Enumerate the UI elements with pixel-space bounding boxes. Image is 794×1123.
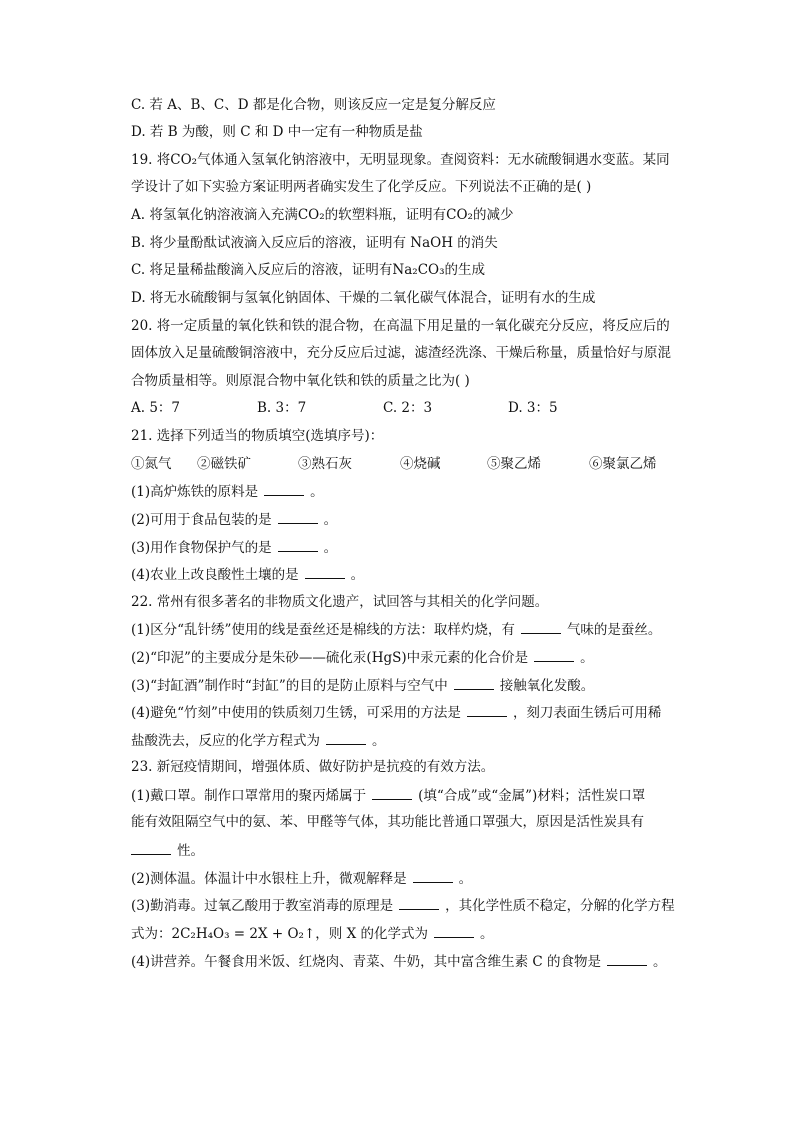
- answer-blank: [607, 951, 647, 966]
- q19-stem-line2: 学设计了如下实验方案证明两者确实发生了化学反应。下列说法不正确的是( ): [131, 179, 592, 195]
- q23-stem: 23. 新冠疫情期间，增强体质、做好防护是抗疫的有效方法。: [131, 759, 495, 775]
- answer-blank: [264, 481, 304, 496]
- q21-sub3: (3)用作食物保护气的是 。: [131, 537, 337, 558]
- q18-option-d: D. 若 B 为酸，则 C 和 D 中一定有一种物质是盐: [131, 124, 423, 140]
- q20-option-a: A. 5：7: [131, 400, 181, 416]
- q20-option-c: C. 2：3: [383, 400, 433, 416]
- q20-stem-line1: 20. 将一定质量的氧化铁和铁的混合物，在高温下用足量的一氧化碳充分反应，将反应后的: [131, 318, 670, 334]
- q23-sub1: (1)戴口罩。制作口罩常用的聚丙烯属于 (填“合成”或“金属”)材料；活性炭口罩: [131, 785, 645, 806]
- q23-sub4: (4)讲营养。午餐食用米饭、红烧肉、青菜、牛奶，其中富含维生素 C 的食物是 。: [131, 951, 667, 972]
- q22-sub2: (2)“印泥”的主要成分是朱砂——硫化汞(HgS)中汞元素的化合价是 。: [131, 647, 594, 668]
- q18-option-c: C. 若 A、B、C、D 都是化合物，则该反应一定是复分解反应: [131, 97, 496, 113]
- answer-blank: [372, 785, 412, 800]
- q23-sub1-cont: 能有效阻隔空气中的氨、苯、甲醛等气体，其功能比普通口罩强大，原因是活性炭具有: [131, 814, 644, 830]
- q22-sub3: (3)“封缸酒”制作时“封缸”的目的是防止原料与空气中 接触氧化发酸。: [131, 675, 594, 696]
- q21-sub4: (4)农业上改良酸性土壤的是 。: [131, 564, 364, 585]
- answer-blank: [326, 730, 366, 745]
- answer-blank: [467, 702, 507, 717]
- q19-option-a: A. 将氢氧化钠溶液滴入充满CO₂的软塑料瓶，证明有CO₂的减少: [131, 207, 514, 223]
- answer-blank: [278, 537, 318, 552]
- q23-sub1-end: 性。: [131, 840, 204, 861]
- answer-blank: [521, 619, 561, 634]
- q22-sub1: (1)区分“乱针绣”使用的线是蚕丝还是棉线的方法：取样灼烧，有 气味的是蚕丝。: [131, 619, 661, 640]
- q19-option-c: C. 将足量稀盐酸滴入反应后的溶液，证明有Na₂CO₃的生成: [131, 262, 486, 278]
- q21-choice-1: ①氮气: [131, 456, 172, 472]
- answer-blank: [278, 509, 318, 524]
- answer-blank: [454, 675, 494, 690]
- q23-sub3-cont: 式为：2C₂H₄O₃ = 2X + O₂↑，则 X 的化学式为 。: [131, 923, 493, 944]
- q22-sub4-cont: 盐酸洗去，反应的化学方程式为 。: [131, 730, 386, 751]
- q20-stem-line3: 合物质量相等。则原混合物中氧化铁和铁的质量之比为( ): [131, 373, 470, 389]
- q23-sub2: (2)测体温。体温计中水银柱上升，微观解释是 。: [131, 868, 472, 889]
- q21-sub2: (2)可用于食品包装的是 。: [131, 509, 337, 530]
- answer-blank: [399, 895, 439, 910]
- q21-stem: 21. 选择下列适当的物质填空(选填序号)：: [131, 428, 384, 444]
- answer-blank: [305, 564, 345, 579]
- q19-option-b: B. 将少量酚酞试液滴入反应后的溶液，证明有 NaOH 的消失: [131, 235, 498, 251]
- answer-blank: [434, 923, 474, 938]
- q19-stem-line1: 19. 将CO₂气体通入氢氧化钠溶液中，无明显现象。查阅资料：无水硫酸铜遇水变蓝。某同: [131, 152, 670, 168]
- q22-sub4: (4)避免“竹刻”中使用的铁质刻刀生锈，可采用的方法是 ，刻刀表面生锈后可用稀: [131, 702, 661, 723]
- q21-choice-6: ⑥聚氯乙烯: [589, 456, 657, 472]
- q22-stem: 22. 常州有很多著名的非物质文化遗产，试回答与其相关的化学问题。: [131, 594, 549, 610]
- answer-blank: [534, 647, 574, 662]
- answer-blank: [413, 868, 453, 883]
- q20-option-b: B. 3：7: [257, 400, 307, 416]
- q21-choice-5: ⑤聚乙烯: [487, 456, 541, 472]
- q21-choice-2: ②磁铁矿: [197, 456, 251, 472]
- q19-option-d: D. 将无水硫酸铜与氢氧化钠固体、干燥的二氧化碳气体混合，证明有水的生成: [131, 290, 596, 306]
- q20-option-d: D. 3：5: [508, 400, 558, 416]
- q23-sub3: (3)勤消毒。过氧乙酸用于教室消毒的原理是 ，其化学性质不稳定，分解的化学方程: [131, 895, 675, 916]
- q21-sub1: (1)高炉炼铁的原料是 。: [131, 481, 324, 502]
- q21-choice-4: ④烧碱: [400, 456, 441, 472]
- q21-choice-3: ③熟石灰: [298, 456, 352, 472]
- q20-stem-line2: 固体放入足量硫酸铜溶液中，充分反应后过滤，滤渣经洗涤、干燥后称量，质量恰好与原混: [131, 345, 671, 361]
- answer-blank: [131, 840, 171, 855]
